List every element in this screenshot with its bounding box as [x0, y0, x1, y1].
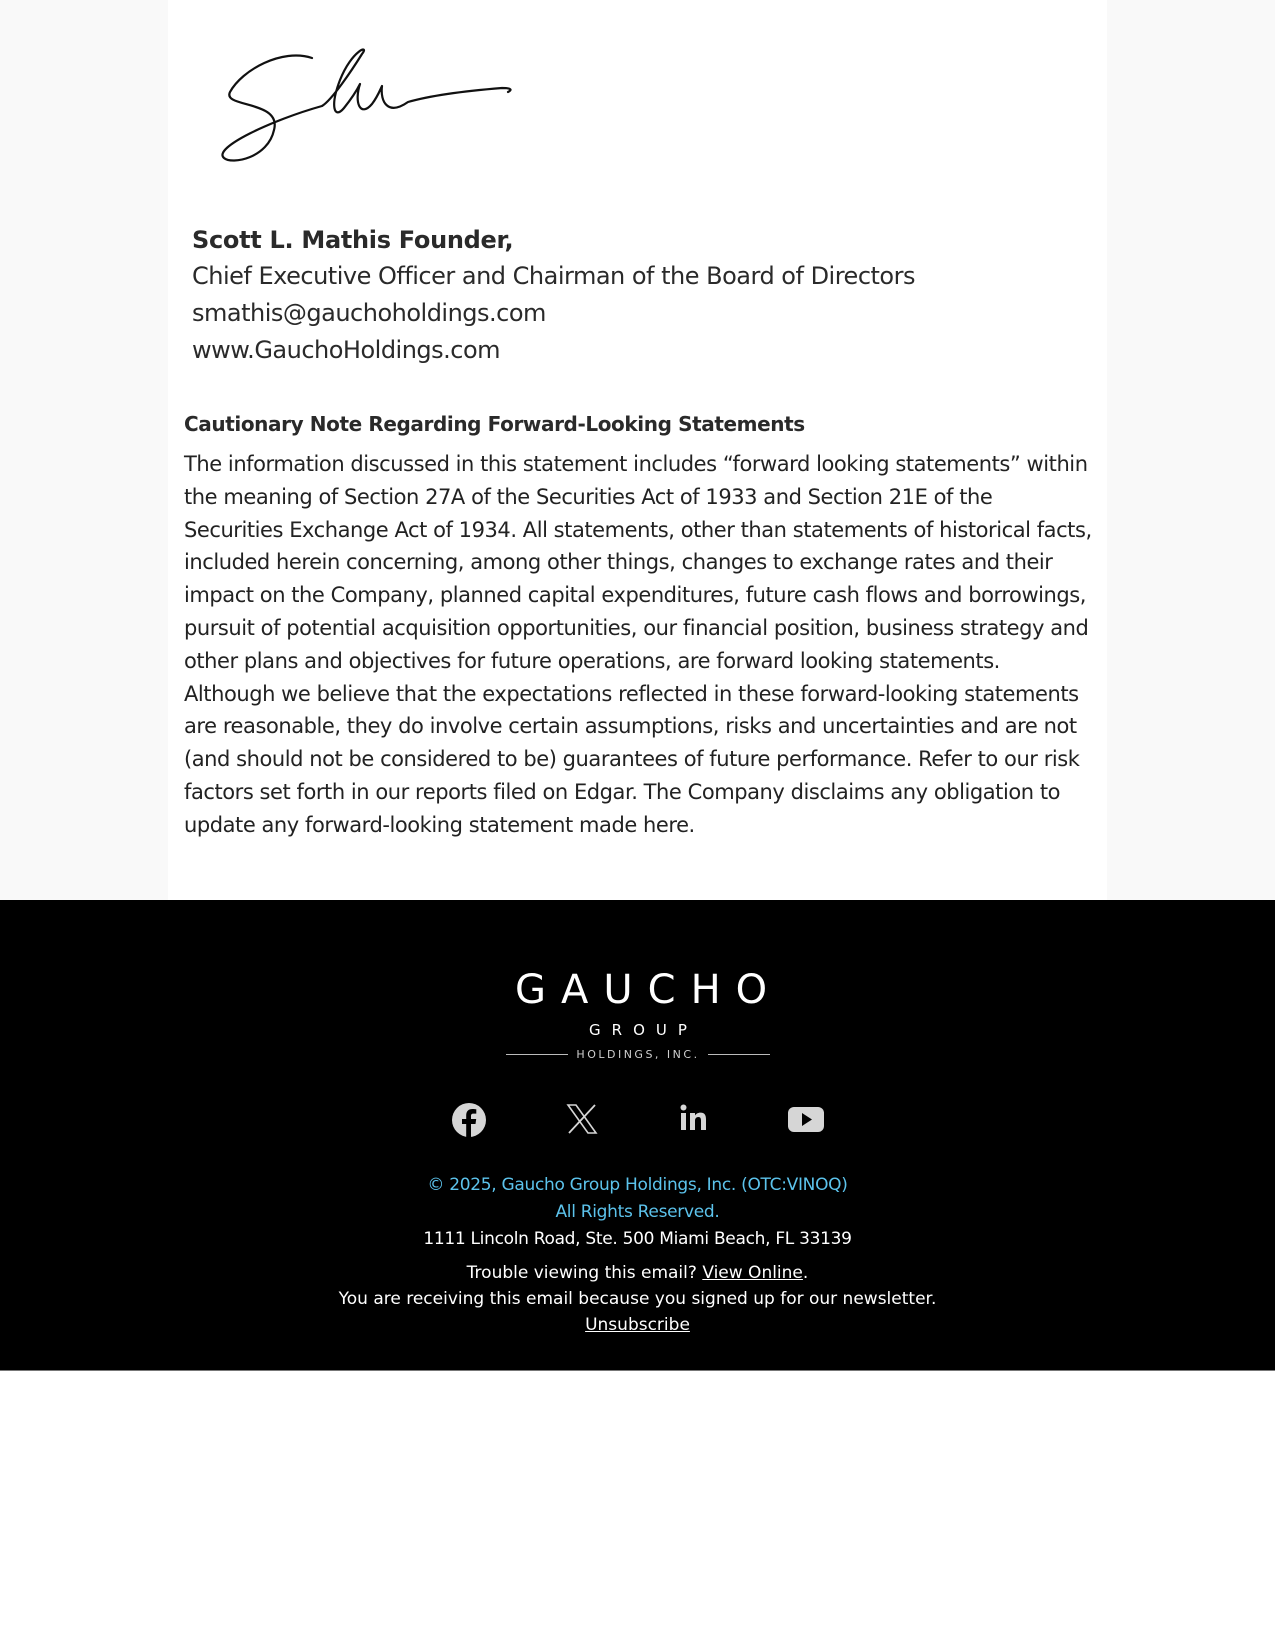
x-icon [565, 1102, 599, 1136]
logo-sub-text: GROUP [589, 1021, 698, 1039]
logo-holdings-row [500, 1048, 776, 1061]
youtube-icon [787, 1102, 825, 1136]
view-online-link[interactable]: View Online [702, 1263, 803, 1283]
facebook-link[interactable] [451, 1102, 491, 1142]
email-content [168, 0, 1107, 900]
signer-email[interactable]: smathis@gauchoholdings.com [192, 299, 546, 327]
unsubscribe-link[interactable]: Unsubscribe [585, 1315, 690, 1335]
signer-title: Chief Executive Officer and Chairman of the Board of Directors [192, 262, 915, 290]
copyright-text: © 2025, Gaucho Group Holdings, Inc. (OTC:VINOQ) [427, 1175, 848, 1195]
facebook-icon [451, 1102, 487, 1138]
trouble-viewing-line [0, 1260, 1275, 1286]
gaucho-logo [500, 967, 783, 1061]
logo-rule-right [708, 1054, 770, 1055]
receiving-notice: You are receiving this email because you signed up for our newsletter. [338, 1289, 937, 1309]
trouble-suffix: . [802, 1263, 809, 1283]
signature-block [192, 222, 915, 369]
signer-website[interactable]: www.GauchoHoldings.com [192, 336, 501, 364]
signer-name: Scott L. Mathis Founder, [192, 226, 514, 254]
footer-text [0, 1172, 1275, 1338]
linkedin-icon [678, 1102, 710, 1134]
rights-text: All Rights Reserved. [555, 1202, 720, 1222]
signature-icon [212, 40, 532, 170]
x-link[interactable] [565, 1102, 605, 1142]
logo-main-text: GAUCHO [515, 967, 783, 1013]
address-text: 1111 Lincoln Road, Ste. 500 Miami Beach, FL 33139 [423, 1229, 852, 1249]
trouble-viewing-text: Trouble viewing this email? [466, 1263, 703, 1283]
cautionary-heading: Cautionary Note Regarding Forward-Looking Statements [184, 412, 805, 436]
cautionary-body: The information discussed in this statement includes “forward looking statements” within the meaning of Section 27A of the Securities Act of 1933 and Section 21E of the Securities Exchange Act of 1934. All statements, other than statements of historical facts, included herein concerning, among other things, changes to exchange rates and their impact on the Company, planned capital expenditures, future cash flows and borrowings, pursuit of potential acquisition opportunities, our financial position, business strategy and other plans and objectives for future operations, are forward looking statements. Although we believe that the expectations reflected in these forward-looking statements are reasonable, they do involve certain assumptions, risks and uncertainties and are not (and should not be considered to be) guarantees of future performance. Refer to our risk factors set forth in our reports filed on Edgar. The Company disclaims any obligation to update any forward-looking statement made here. [184, 452, 1092, 837]
logo-rule-left [506, 1054, 568, 1055]
youtube-link[interactable] [787, 1102, 827, 1142]
linkedin-link[interactable] [678, 1102, 718, 1142]
logo-holdings-text: HOLDINGS, INC. [576, 1048, 700, 1061]
cautionary-note [184, 410, 1094, 842]
